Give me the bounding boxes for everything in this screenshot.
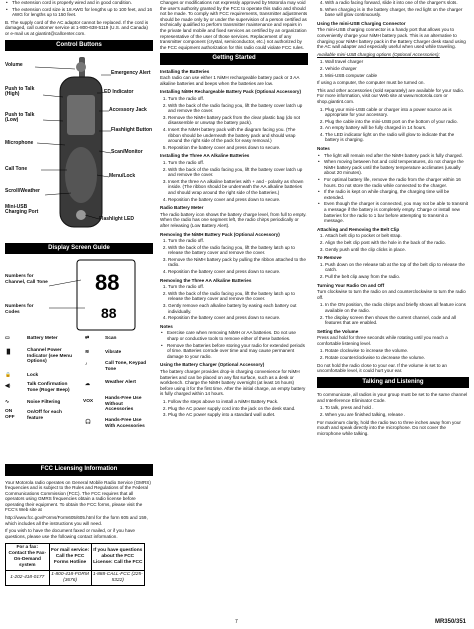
step: 4. Reposition the battery cover and press down to secure. xyxy=(168,269,308,275)
label-call-tone: Call Tone xyxy=(5,165,28,172)
step: 4. With a radio facing forward, slide it into one of the charger's slots. xyxy=(325,0,469,6)
label-mini-usb: Mini-USB Charging Port xyxy=(5,203,39,216)
step: 3. Remove the NiMH battery pack by pulling the ribbon attached to the radio. xyxy=(168,257,308,268)
step: 2. When you are finished talking, release . xyxy=(325,412,469,418)
label-call-tone-keypad: Call Tone, Keypad Tone xyxy=(105,361,147,372)
talking-listening-banner: Talking and Listening xyxy=(317,377,469,388)
lcd-digits-left: 88 xyxy=(95,270,120,296)
table-header-cell: For mail service: Call the FCC Forms Hotline xyxy=(49,544,91,570)
off-text: OFF xyxy=(5,415,15,421)
label-handsfree-without: Hands-Free Use Without Accessories xyxy=(105,396,142,412)
section-text: Turn clockwise to turn the radio on and counterclockwise to turn the radio off. xyxy=(317,289,466,300)
step: 3. Plug the AC power supply into a standard wall outlet. xyxy=(168,412,308,418)
step: 1. Turn the radio off. xyxy=(168,284,308,290)
step: 3. Insert the three AA alkaline batteries with + and - polarity as shown inside. (The ribbon should be underneath the AA alkaline batteries and should wrap around the right side of the batteries.) xyxy=(168,179,308,196)
bullet-item: • The extension cord is properly wired and in good condition. xyxy=(12,0,153,6)
table-header-cell: If you have questions about the FCC License: Call the FCC xyxy=(91,544,144,570)
label-numbers-channel: Numbers for Channel, Call Tone xyxy=(5,274,48,285)
lcd-digits-right: 88 xyxy=(101,305,117,322)
control-buttons-banner: Control Buttons xyxy=(5,40,153,51)
section-text: For maximum clarity, hold the radio two to three inches away from your mouth and speak directly into the microphone. Do not cover the microphone while talking. xyxy=(317,419,461,436)
step: 1. Follow the steps above to install a NiMH Battery Pack. xyxy=(168,399,308,405)
weather-icon: ☁ xyxy=(85,382,90,388)
step: 2. Rotate counterclockwise to decrease the volume. xyxy=(325,355,469,361)
section-text: Each radio can use either 1 NiMH rechargeable battery pack or 3 AA alkaline batteries and beeps when the batteries are low. xyxy=(160,75,300,86)
column-3 xyxy=(317,0,469,438)
label-lock: Lock xyxy=(27,373,39,379)
fcc-paragraph: http://www.fcc.gov/Forms/Form605/605.html for the form 605 and 159, which includes all the instructions you will need. xyxy=(5,515,148,526)
noise-filter-icon: ∿ xyxy=(5,400,10,406)
step: 4. Reposition the battery cover and press down to secure. xyxy=(168,197,308,203)
on-text: ON xyxy=(5,409,13,415)
column-1 xyxy=(5,0,153,586)
label-ptt-high: Push to Talk (High) xyxy=(5,85,35,98)
step: 1. In the ON position, the radio chirps and briefly shows all feature icons available on the radio. xyxy=(325,302,469,313)
label-accessory: Accessory Jack xyxy=(109,106,147,113)
note-item: • When moving between hot and cold temperatures, do not charge the NiMH battery pack until the battery temperature acclimates (usually about 20 minutes). xyxy=(324,159,469,176)
remove-aa-steps xyxy=(160,284,308,321)
notes-list xyxy=(160,330,308,359)
step: 5. When charging is in the battery charger, the red light on the charger base will glow continuously. xyxy=(325,7,469,18)
option: 3. Mini-USB computer cable xyxy=(325,73,469,79)
note-item: • If the radio is kept on while charging, the charging time will be extended. xyxy=(324,189,469,200)
lock-icon: 🔒 xyxy=(5,373,11,379)
step: 2. With the back of the radio facing you, lift the battery cover latch up and remove the cover. xyxy=(168,103,308,114)
display-screen-banner: Display Screen Guide xyxy=(5,243,153,254)
section-text: The radio battery icon shows the battery charge level, from full to empty. When the radio has one segment left, the radio chirps periodically or after releasing (Low Battery Alert). xyxy=(160,211,307,228)
label-battery: Battery Meter xyxy=(27,336,58,342)
fcc-paragraph: If you wish to have the document faxed or mailed, or if you have questions, please use the following contact information. xyxy=(5,528,135,539)
label-channel-power: Channel Power Indicator (see Menu Options) xyxy=(27,348,73,364)
table-header-cell: For a fax: Contact the Fax-On-Demand system xyxy=(6,544,50,570)
section-heading: Removing the Three AA Alkaline Batteries xyxy=(160,277,252,283)
roger-beep-icon: ◀) xyxy=(5,384,11,390)
label-numbers-codes: Numbers for Codes xyxy=(5,304,34,315)
label-microphone: Microphone xyxy=(5,139,34,146)
section-text: The mini-USB charging connector is a handy port that allows you to conveniently charge your NiMH battery pack. This is an alternative to charging your NiMH battery pack in the Battery Charger desk stand using the AC wall adapter and especially useful when used while traveling. xyxy=(317,27,466,50)
section-text: If using a computer, the computer must be turned on. xyxy=(317,80,425,86)
step: 2. Plug the cable into the mini-USB port on the bottom of your radio. xyxy=(325,119,469,125)
section-heading: Using the mini-USB Charging Connector xyxy=(317,20,406,26)
label-ptt-low: Push to Talk (Low) xyxy=(5,111,35,124)
step: 5. Reposition the battery cover and press down to secure. xyxy=(168,145,308,151)
section-text: Do not hold the radio close to your ear. If the volume is set to an uncomfortable level, it could hurt your ear. xyxy=(317,362,447,374)
column-2 xyxy=(160,0,308,420)
section-heading: Installing the Batteries xyxy=(160,68,210,74)
channel-power-icon: ▐▌ xyxy=(5,350,12,356)
step: 2. Align the belt clip post with the hole in the back of the radio. xyxy=(325,240,469,246)
getting-started-banner: Getting Started xyxy=(160,53,308,64)
option: 1. Wall travel charger xyxy=(325,59,469,65)
step: 1. Rotate clockwise to increase the volume. xyxy=(325,348,469,354)
section-subheading: Available mini-USB charging options (Optional Accessories): xyxy=(317,51,440,57)
label-weather: Weather Alert xyxy=(105,380,136,386)
option: 2. Vehicle charger xyxy=(325,66,469,72)
notes-list xyxy=(317,153,469,224)
label-scan-monitor: Scan/Monitor xyxy=(111,148,143,155)
step: 2. Plug the AC power supply cord into the jack on the desk stand. xyxy=(168,406,308,412)
label-menu-lock: Menu/Lock xyxy=(109,172,136,179)
page-number: 7 xyxy=(235,618,238,625)
note-item: • Even though the charger is connected, you may not be able to transmit a message if the battery is completely empty. Charge or install new batteries for the radio to 1 bar before attempting to transmit a message. xyxy=(324,201,469,223)
step: 1. Plug your mini-USB cable or charger into a power source as is appropriate for your accessory. xyxy=(325,107,469,118)
step: 3. Gently remove each alkaline battery by easing each battery out individually. xyxy=(168,303,308,314)
remove-steps xyxy=(317,262,469,280)
lcd-illustration xyxy=(5,258,153,336)
section-heading: Installing NiMH Rechargeable Battery Pack (Optional Accessory) xyxy=(160,89,302,95)
table-row xyxy=(6,570,145,585)
section-heading: Turning Your Radio On and Off xyxy=(317,282,385,288)
step: 3. Remove the NiMH battery pack from the clear plastic bag (do not disassemble or unwrap the battery pack). xyxy=(168,115,308,126)
step: 1. Push down on the release tab at the top of the belt clip to release the catch. xyxy=(325,262,469,273)
note-item: • Exercise care when removing NiMH or AA batteries. Do not use sharp or conductive tools to remove either of these batteries. xyxy=(167,330,308,341)
step: 4. The LED indicator light on the radio will glow to indicate that the battery is charging. xyxy=(325,132,469,143)
label-emergency: Emergency Alert xyxy=(111,69,151,76)
table-cell: 1-202-418-0177 xyxy=(6,570,50,585)
belt-steps xyxy=(317,233,469,252)
headset-icon: 🎧 xyxy=(85,420,91,426)
step: 1. Attach belt clip to pocket or belt strap. xyxy=(325,233,469,239)
step: 1. Turn the radio off. xyxy=(168,238,308,244)
label-volume: Volume xyxy=(5,61,23,68)
turn-on-steps xyxy=(317,302,469,325)
step: 2. With the back of the radio facing you, lift the battery cover latch up and remove the cover. xyxy=(168,167,308,178)
section-text: Press and hold for three seconds while rotating until you reach a comfortable listening level. xyxy=(317,335,448,346)
step: 2. Pull the belt clip away from the radio. xyxy=(325,274,469,280)
note-item: • For optimal battery life, remove the radio from the charger within 16 hours. Do not store the radio while connected to the charger. xyxy=(324,177,469,188)
vibrate-icon: ≋ xyxy=(85,350,90,356)
scan-icon: ⇄ xyxy=(85,336,90,342)
section-text: To communicate, all radios in your group must be set to the same channel and Interference Eliminator Code. xyxy=(317,392,468,403)
fcc-paragraph: Your Motorola radio operates on General Mobile Radio Service (GMRS) frequencies and is subject to the Rules and Regulations of the Federal Communications Commission (FCC). The FCC requires that all operators using GMRS frequencies obtain a radio license before operating their equipment. To obtain the FCC forms, please visit the FCC's Web site at xyxy=(5,479,151,513)
step: 4. Insert the NiMH battery pack with the diagram facing you. (The ribbon should be underneath the battery pack and should wrap around the right side of the pack for easy removal.) xyxy=(168,127,308,144)
vox-icon: VOX xyxy=(83,399,94,405)
section-heading: Setting the Volume xyxy=(317,328,359,334)
section-heading: Using the Battery Charger (Optional Accessory) xyxy=(160,362,265,368)
section-heading: Attaching and Removing the Belt Clip xyxy=(317,226,400,232)
section-heading: Installing the Three AA Alkaline Batteries xyxy=(160,153,250,159)
call-tone-icon: ♪ xyxy=(85,362,88,368)
section-text: The battery charger provides drop-in charging convenience for NiMH batteries and can be placed on any flat surface, such as a desk or workbench. Charge the NiMH battery overnight (at least 16 hours) before using it for the first time. After the initial charge, an empty battery is fully charged within 14 hours. xyxy=(160,368,306,397)
label-noise: Noise Filtering xyxy=(27,400,61,406)
section-heading: Notes xyxy=(317,146,330,152)
table-cell: 1-800-418-FORM (3676) xyxy=(49,570,91,585)
charger-steps-continued xyxy=(317,0,469,18)
remove-nimh-steps xyxy=(160,238,308,275)
label-handsfree-with: Hands-Free Use With Accessories xyxy=(105,418,145,429)
step: 2. With the back of the radio facing you, lift the battery latch up to release the battery cover and remove the cover. xyxy=(168,245,308,256)
section-subheading: To Remove xyxy=(317,255,342,261)
table-cell: 1-888-CALL-FCC (225-5322) xyxy=(91,570,144,585)
section-heading: Notes xyxy=(160,323,173,329)
note-item: • The light will remain red after the NiMH battery pack is fully charged. xyxy=(324,153,469,159)
label-vibrate: Vibrate xyxy=(105,350,122,356)
volume-steps xyxy=(317,348,469,360)
step: 2. With the back of the radio facing you, lift the battery latch up to release the battery cover and remove the cover. xyxy=(168,291,308,302)
label-flashlight-button: Flashlight Button xyxy=(111,126,153,133)
talk-steps xyxy=(317,405,469,417)
usb-steps xyxy=(317,107,469,144)
display-diagram xyxy=(5,258,153,478)
bullet-item: • The extension cord size is 18 AWG for lengths up to 100 feet, and 16 AWG for lengths up to 150 feet. xyxy=(12,7,153,18)
fcc-modification-text: Changes or modifications not expressly approved by Motorola may void the user's authority granted by the FCC to operate this radio and should not be made. To comply with FCC requirements, transmitter adjustments should be made only by or under the supervision of a person certified as technically qualified to perform transmitter maintenance and repairs in the private land mobile and fixed services as certified by an organization representative of the user of those services. Replacement of any transmitter component (crystal, semiconductor, etc.) not authorized by the FCC equipment authorization for this radio could violate FCC rules. xyxy=(160,0,308,50)
extension-cord-bullets xyxy=(5,0,153,18)
table-row xyxy=(6,544,145,570)
section-text: This and other accessories (sold separately) are available for your radio. For more information, visit our Web site at www.motorola.com or shop.giantint.com. xyxy=(317,87,465,104)
step: 4. Reposition the battery cover and press down to secure. xyxy=(168,315,308,321)
usb-options xyxy=(317,59,469,78)
label-flashlight-led: Flashlight LED xyxy=(99,215,134,222)
aa-steps xyxy=(160,160,308,202)
step: 1. Turn the radio off. xyxy=(168,96,308,102)
fcc-banner: FCC Licensing Information xyxy=(5,464,153,475)
radio-diagram xyxy=(5,55,153,240)
label-talk-conf: Talk Confirmation Tone (Roger Beep) xyxy=(27,382,70,393)
label-onoff: On/Off for each feature xyxy=(27,410,62,421)
document-code: MR350/351 xyxy=(434,618,466,625)
nimh-steps xyxy=(160,96,308,150)
step: 2. The display screen then shows the current channel, code and all features that are enabled. xyxy=(325,315,469,326)
step: 1. Turn the radio off. xyxy=(168,160,308,166)
section-heading: Removing the NiMH Battery Pack (Optional Accessory) xyxy=(160,231,280,237)
section-heading: Radio Battery Meter xyxy=(160,205,204,211)
fcc-contact-table xyxy=(5,543,145,585)
label-scroll-weather: Scroll/Weather xyxy=(5,187,40,194)
item-b-text: B. The supply cord of the AC adaptor cannot be replaced. If the cord is damaged, call customer service at 1-800-638-5119 (U.S. and Canada) or e-mail us at giantint@callcenter.com. xyxy=(5,19,149,36)
step: 3. An empty battery will be fully charged in 14 hours. xyxy=(325,125,469,131)
battery-icon: ▭ xyxy=(5,336,10,342)
step: 3. Gently push until the clip clicks in place. xyxy=(325,247,469,253)
note-item: • Remove the batteries before storing your radio for extended periods of time. Batteries corrode over time and may cause permanent damage to your radio. xyxy=(167,343,308,360)
charger-steps xyxy=(160,399,308,418)
step: 1. To talk, press and hold . xyxy=(325,405,469,411)
label-scan: Scan xyxy=(105,336,117,342)
label-led: LED Indicator xyxy=(101,88,134,95)
